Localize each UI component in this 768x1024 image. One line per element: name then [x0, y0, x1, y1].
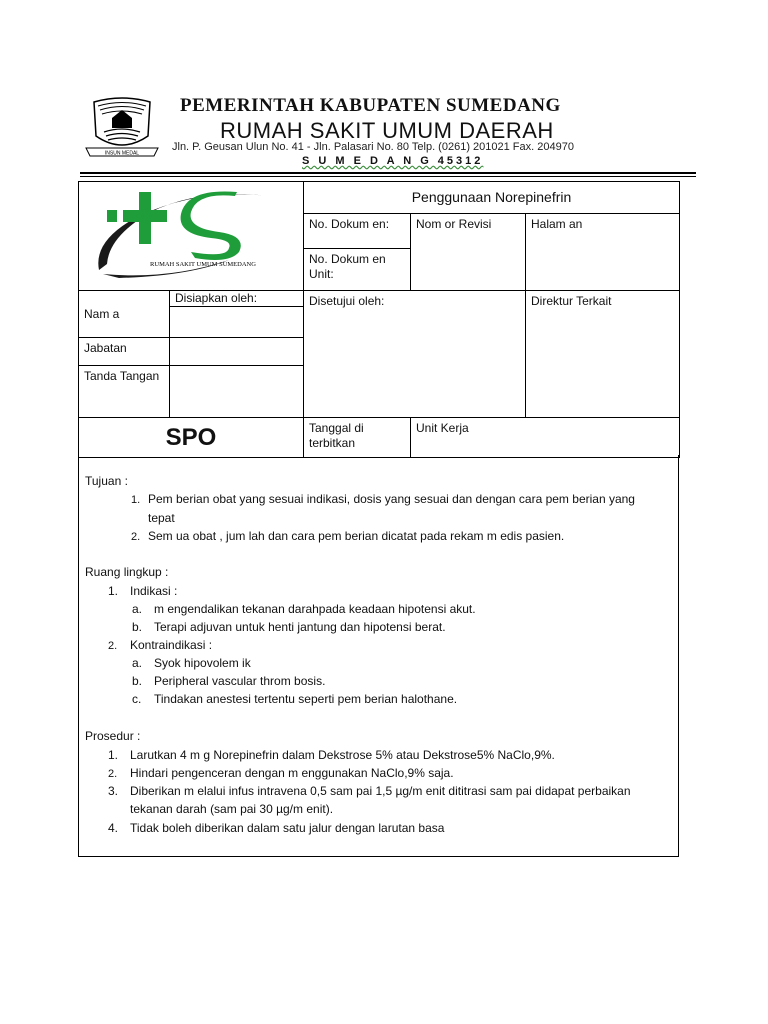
indikasi-a-text: m engendalikan tekanan darahpada keadaan hipotensi akut. [154, 602, 476, 616]
spo-form-table [78, 181, 680, 458]
indikasi-num: 1. [108, 584, 119, 598]
kontraindikasi-a-num: a. [132, 656, 143, 670]
tujuan-heading: Tujuan : [85, 474, 128, 488]
disiapkan-oleh-label: Disiapkan oleh: [170, 291, 304, 307]
prosedur-1-line1: Larutkan 4 m g Norepinefrin dalam Dekstrose 5% atau Dekstrose5% NaClo,9%. [130, 748, 555, 762]
hospital-address: Jln. P. Geusan Ulun No. 41 - Jln. Palasari No. 80 Telp. (0261) 201021 Fax. 204970 [172, 141, 574, 153]
nama-label: Nam a [79, 307, 170, 338]
tujuan-1-num: 1. [131, 494, 141, 506]
prosedur-4-line1: Tidak boleh diberikan dalam satu jalur dengan larutan basa [130, 821, 445, 835]
prosedur-3-line2: tekanan darah (sam pai 30 µg/m enit). [130, 802, 334, 816]
spo-content [78, 455, 679, 857]
hospital-title: RUMAH SAKIT UMUM DAERAH [220, 118, 554, 143]
indikasi-b-num: b. [132, 620, 143, 634]
regency-crest-icon [78, 96, 166, 162]
indikasi-label: Indikasi : [130, 584, 178, 598]
jabatan-value [170, 338, 304, 366]
tujuan-1-line1: Pem berian obat yang sesuai indikasi, dosis yang sesuai dan dengan cara pem berian yang [148, 492, 635, 506]
nomor-revisi-label: Nom or Revisi [411, 214, 526, 291]
indikasi-a-num: a. [132, 602, 143, 616]
header-rule-thin [80, 176, 696, 177]
blank-label-header [79, 291, 170, 307]
tujuan-2-num: 2. [131, 531, 141, 543]
hospital-logo-icon [79, 182, 303, 286]
kontraindikasi-c-num: c. [132, 692, 142, 706]
no-dokumen-label: No. Dokum en: [304, 214, 411, 249]
disetujui-oleh-label: Disetujui oleh: [304, 291, 526, 418]
nama-value [170, 307, 304, 338]
prosedur-3-line1: Diberikan m elalui infus intravena 0,5 sam pai 1,5 µg/m enit dititrasi sam pai didapat perbaikan [130, 784, 631, 798]
tujuan-1-line2: tepat [148, 511, 175, 525]
no-dokumen-unit-label: No. Dokum en Unit: [304, 249, 411, 291]
prosedur-4-num: 4. [108, 821, 119, 835]
prosedur-2-num: 2. [108, 768, 118, 780]
city-text: S U M E D A N G 45312 [302, 155, 484, 167]
crest-banner-text: INSUN MEDAL [104, 150, 140, 157]
jabatan-label: Jabatan [79, 338, 170, 366]
hospital-city [302, 155, 483, 167]
ruang-lingkup-heading: Ruang lingkup : [85, 565, 169, 579]
tanggal-terbitkan-label: Tanggal di terbitkan [304, 418, 411, 458]
tanda-tangan-label: Tanda Tangan [79, 366, 170, 418]
kontraindikasi-b-num: b. [132, 674, 143, 688]
unit-kerja-label: Unit Kerja [411, 418, 680, 458]
indikasi-b-text: Terapi adjuvan untuk henti jantung dan hipotensi berat. [154, 620, 446, 634]
kontraindikasi-num: 2. [108, 640, 118, 652]
prosedur-heading: Prosedur : [85, 729, 141, 743]
prosedur-3-num: 3. [108, 784, 119, 798]
header-rule [80, 172, 696, 174]
kontraindikasi-a-text: Syok hipovolem ik [154, 656, 251, 670]
document-title: Penggunaan Norepinefrin [304, 182, 680, 214]
direktur-terkait-label: Direktur Terkait [526, 291, 680, 418]
tujuan-2-line1: Sem ua obat , jum lah dan cara pem berian dicatat pada rekam m edis pasien. [148, 529, 565, 543]
government-title: PEMERINTAH KABUPATEN SUMEDANG [180, 95, 561, 116]
halaman-label: Halam an [526, 214, 680, 291]
logo-caption: RUMAH SAKIT UMUM SUMEDANG [150, 261, 256, 268]
kontraindikasi-c-text: Tindakan anestesi tertentu seperti pem berian halothane. [154, 692, 458, 706]
kontraindikasi-label: Kontraindikasi : [130, 638, 213, 652]
prosedur-2-line1: Hindari pengenceran dengan m enggunakan NaClo,9% saja. [130, 766, 454, 780]
tanda-tangan-value [170, 366, 304, 418]
spo-label: SPO [79, 418, 304, 458]
hospital-logo-cell [79, 182, 304, 291]
prosedur-1-num: 1. [108, 748, 119, 762]
kontraindikasi-b-text: Peripheral vascular throm bosis. [154, 674, 326, 688]
